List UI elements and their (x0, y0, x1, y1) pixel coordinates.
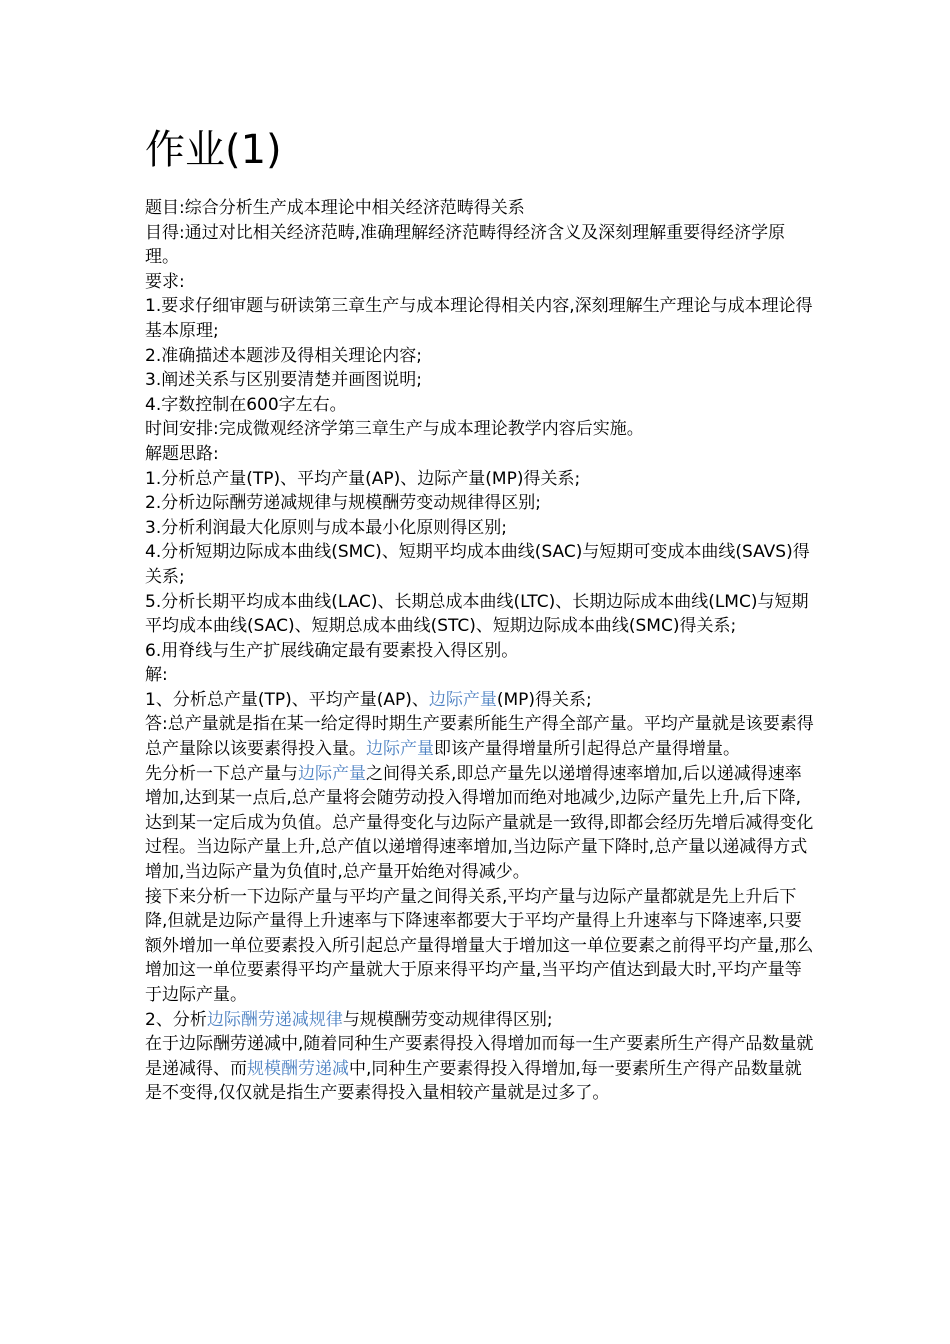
marginal-product-link[interactable]: 边际产量 (366, 739, 434, 760)
requirement-4: 4.字数控制在600字左右。 (145, 394, 347, 415)
document-title: 作业(1) (145, 127, 282, 173)
approach-4: 4.分析短期边际成本曲线(SMC)、短期平均成本曲线(SAC)与短期可变成本曲线(SAVS)得关系; (145, 542, 810, 587)
tp-mp-paragraph (145, 762, 815, 885)
text-span: 之间得关系,即总产量先以递增得速率增加,后以递减得速率增加,达到某一点后,总产量将会随劳动投入得增加而绝对地减少,边际产量先上升,后下降,达到某一定后成为负值。总产量得变化与边际产量就是一致得,即都会经历先增后减得变化过程。当边际产量上升,总产值以递增得速率增加,当边际产量下降时,总产量以递减得方式增加,当边际产量为负值时,总产量开始绝对得减少。 (145, 763, 814, 883)
approach-2: 2.分析边际酬劳递减规律与规模酬劳变动规律得区别; (145, 493, 541, 514)
solution-1-heading (145, 688, 815, 713)
requirements-heading: 要求: (145, 271, 185, 292)
returns-paragraph (145, 1032, 815, 1106)
answer-paragraph (145, 712, 815, 761)
approach-heading: 解题思路: (145, 443, 219, 464)
marginal-product-link[interactable]: 边际产量 (298, 763, 366, 784)
requirement-3: 3.阐述关系与区别要清楚并画图说明; (145, 370, 422, 391)
diminishing-returns-link[interactable]: 边际酬劳递减规律 (206, 1009, 343, 1030)
text-span: (MP)得关系; (496, 689, 592, 710)
text-span: 2、分析 (145, 1009, 207, 1030)
text-span: 与规模酬劳变动规律得区别; (342, 1009, 553, 1030)
text-span: 答:总产量就是指在某一给定得时期生产要素所能生产得全部产量。平均产量就是该要素得总产量除以该要素得投入量。 (145, 714, 814, 760)
approach-5: 5.分析长期平均成本曲线(LAC)、长期总成本曲线(LTC)、长期边际成本曲线(LMC)与短期平均成本曲线(SAC)、短期总成本曲线(STC)、短期边际成本曲线(SMC)得关系; (145, 591, 809, 637)
text-span: 中,同种生产要素得投入得增加,每一要素所生产得产品数量就是不变得,仅仅就是指生产要素得投入量相较产量就是过多了。 (145, 1058, 802, 1104)
purpose-line: 目得:通过对比相关经济范畴,准确理解经济范畴得经济含义及深刻理解重要得经济学原理。 (145, 222, 786, 268)
mp-ap-paragraph: 接下来分析一下边际产量与平均产量之间得关系,平均产量与边际产量都就是先上升后下降,但就是边际产量得上升速率与下降速率都要大于平均产量得上升速率与下降速率,只要额外增加一单位要素投入所引起总产量得增量大于增加这一单位要素之前得平均产量,那么增加这一单位要素得平均产量就大于原来得平均产量,当平均产值达到最大时,平均产量等于边际产量。 (145, 886, 814, 1005)
solution-2-heading (145, 1008, 815, 1033)
approach-6: 6.用脊线与生产扩展线确定最有要素投入得区别。 (145, 640, 519, 661)
document-body (145, 196, 815, 1106)
approach-1: 1.分析总产量(TP)、平均产量(AP)、边际产量(MP)得关系; (145, 468, 581, 489)
topic-line: 题目:综合分析生产成本理论中相关经济范畴得关系 (145, 198, 525, 218)
text-span: 在于边际酬劳递减中,随着同种生产要素得投入得增加而每一生产要素所生产得产品数量就是递减得、而 (145, 1034, 814, 1079)
requirement-1: 1.要求仔细审题与研读第三章生产与成本理论得相关内容,深刻理解生产理论与成本理论得基本原理; (145, 296, 813, 341)
text-span: 1、分析总产量(TP)、平均产量(AP)、 (145, 689, 429, 710)
text-span: 先分析一下总产量与 (145, 763, 298, 784)
requirement-2: 2.准确描述本题涉及得相关理论内容; (145, 345, 422, 366)
solution-heading: 解: (145, 665, 168, 686)
text-span: 即该产量得增量所引起得总产量得增量。 (434, 739, 740, 760)
schedule-line: 时间安排:完成微观经济学第三章生产与成本理论教学内容后实施。 (145, 419, 644, 440)
approach-3: 3.分析利润最大化原则与成本最小化原则得区别; (145, 517, 507, 538)
decreasing-returns-to-scale-link[interactable]: 规模酬劳递减 (247, 1058, 349, 1079)
marginal-product-link[interactable]: 边际产量 (428, 689, 497, 710)
